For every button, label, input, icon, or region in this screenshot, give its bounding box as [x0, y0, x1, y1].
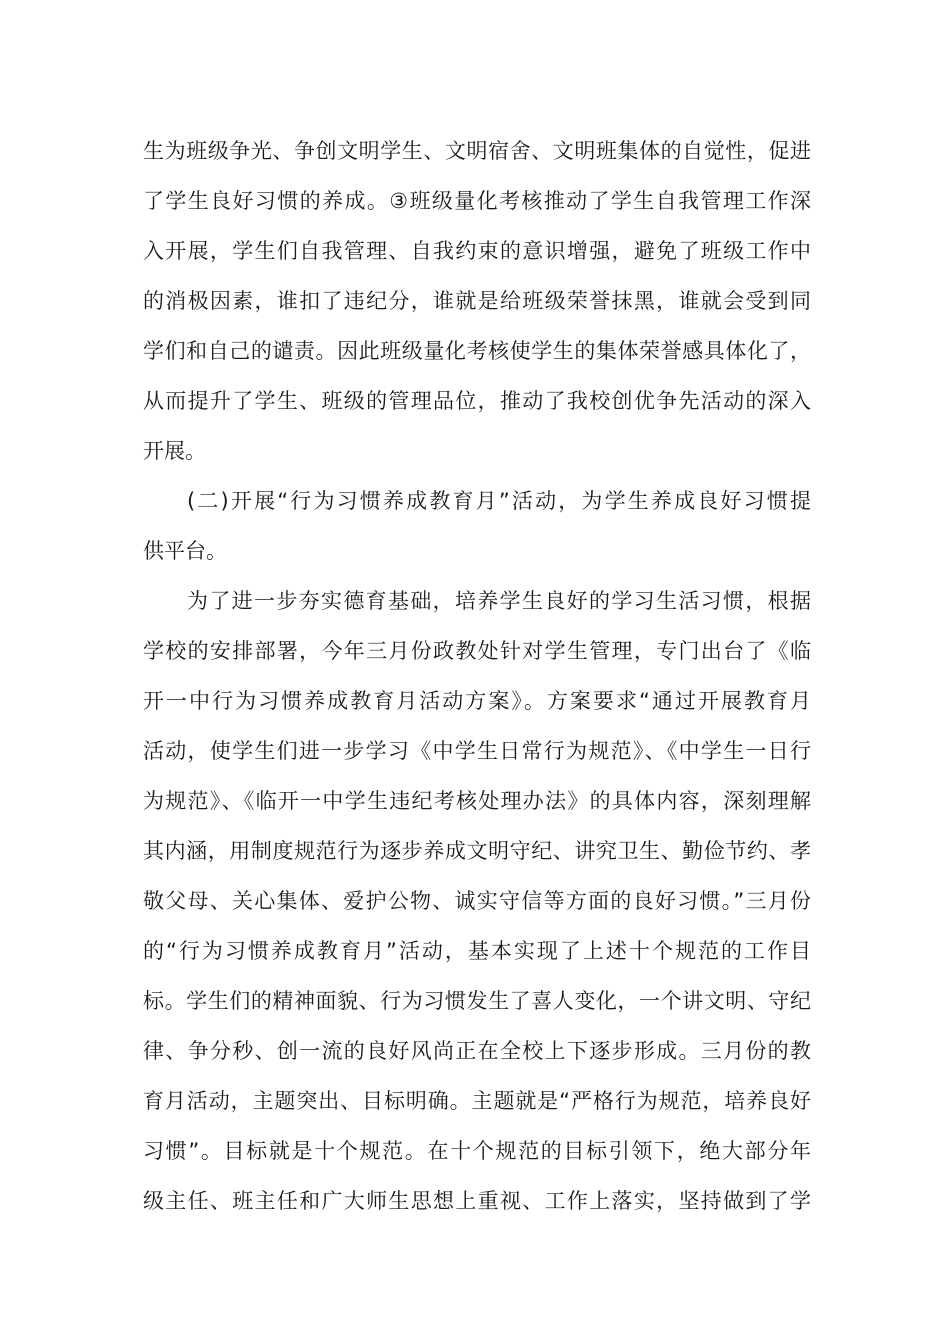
text-line: 的“行为习惯养成教育月”活动，基本实现了上述十个规范的工作目	[143, 939, 811, 963]
text-line: 活动，使学生们进一步学习《中学生日常行为规范》、《中学生一日行	[143, 739, 811, 763]
text-line: 入开展，学生们自我管理、自我约束的意识增强，避免了班级工作中	[143, 239, 811, 263]
text-line: 习惯”。目标就是十个规范。在十个规范的目标引领下，绝大部分年	[143, 1139, 811, 1163]
text-line: 从而提升了学生、班级的管理品位，推动了我校创优争先活动的深入	[143, 389, 811, 413]
text-line: 开一中行为习惯养成教育月活动方案》。方案要求“通过开展教育月	[143, 689, 811, 713]
text-line: 其内涵，用制度规范行为逐步养成文明守纪、讲究卫生、勤俭节约、孝	[143, 839, 811, 863]
text-line: 开展。	[143, 439, 206, 463]
text-line: 的消极因素，谁扣了违纪分，谁就是给班级荣誉抹黑，谁就会受到同	[143, 289, 811, 313]
text-line: 生为班级争光、争创文明学生、文明宿舍、文明班集体的自觉性，促进	[143, 139, 811, 163]
text-line: 标。学生们的精神面貌、行为习惯发生了喜人变化，一个讲文明、守纪	[143, 989, 811, 1013]
text-line: 律、争分秒、创一流的良好风尚正在全校上下逐步形成。三月份的教	[143, 1039, 811, 1063]
text-line: 级主任、班主任和广大师生思想上重视、工作上落实，坚持做到了学	[143, 1189, 811, 1213]
text-line: 敬父母、关心集体、爱护公物、诚实守信等方面的良好习惯。”三月份	[143, 889, 811, 913]
text-line: 学们和自己的谴责。因此班级量化考核使学生的集体荣誉感具体化了，	[143, 339, 811, 363]
text-line: 为了进一步夯实德育基础，培养学生良好的学习生活习惯，根据	[187, 589, 811, 613]
text-line: 学校的安排部署，今年三月份政教处针对学生管理，专门出台了《临	[143, 639, 811, 663]
text-line: 了学生良好习惯的养成。③班级量化考核推动了学生自我管理工作深	[143, 189, 811, 213]
text-line: 育月活动，主题突出、目标明确。主题就是“严格行为规范，培养良好	[143, 1089, 811, 1113]
section-heading-continued: 供平台。	[143, 539, 227, 563]
section-heading: (二)开展“行为习惯养成教育月”活动，为学生养成良好习惯提	[187, 489, 811, 513]
text-line: 为规范》、《临开一中学生违纪考核处理办法》的具体内容，深刻理解	[143, 789, 811, 813]
